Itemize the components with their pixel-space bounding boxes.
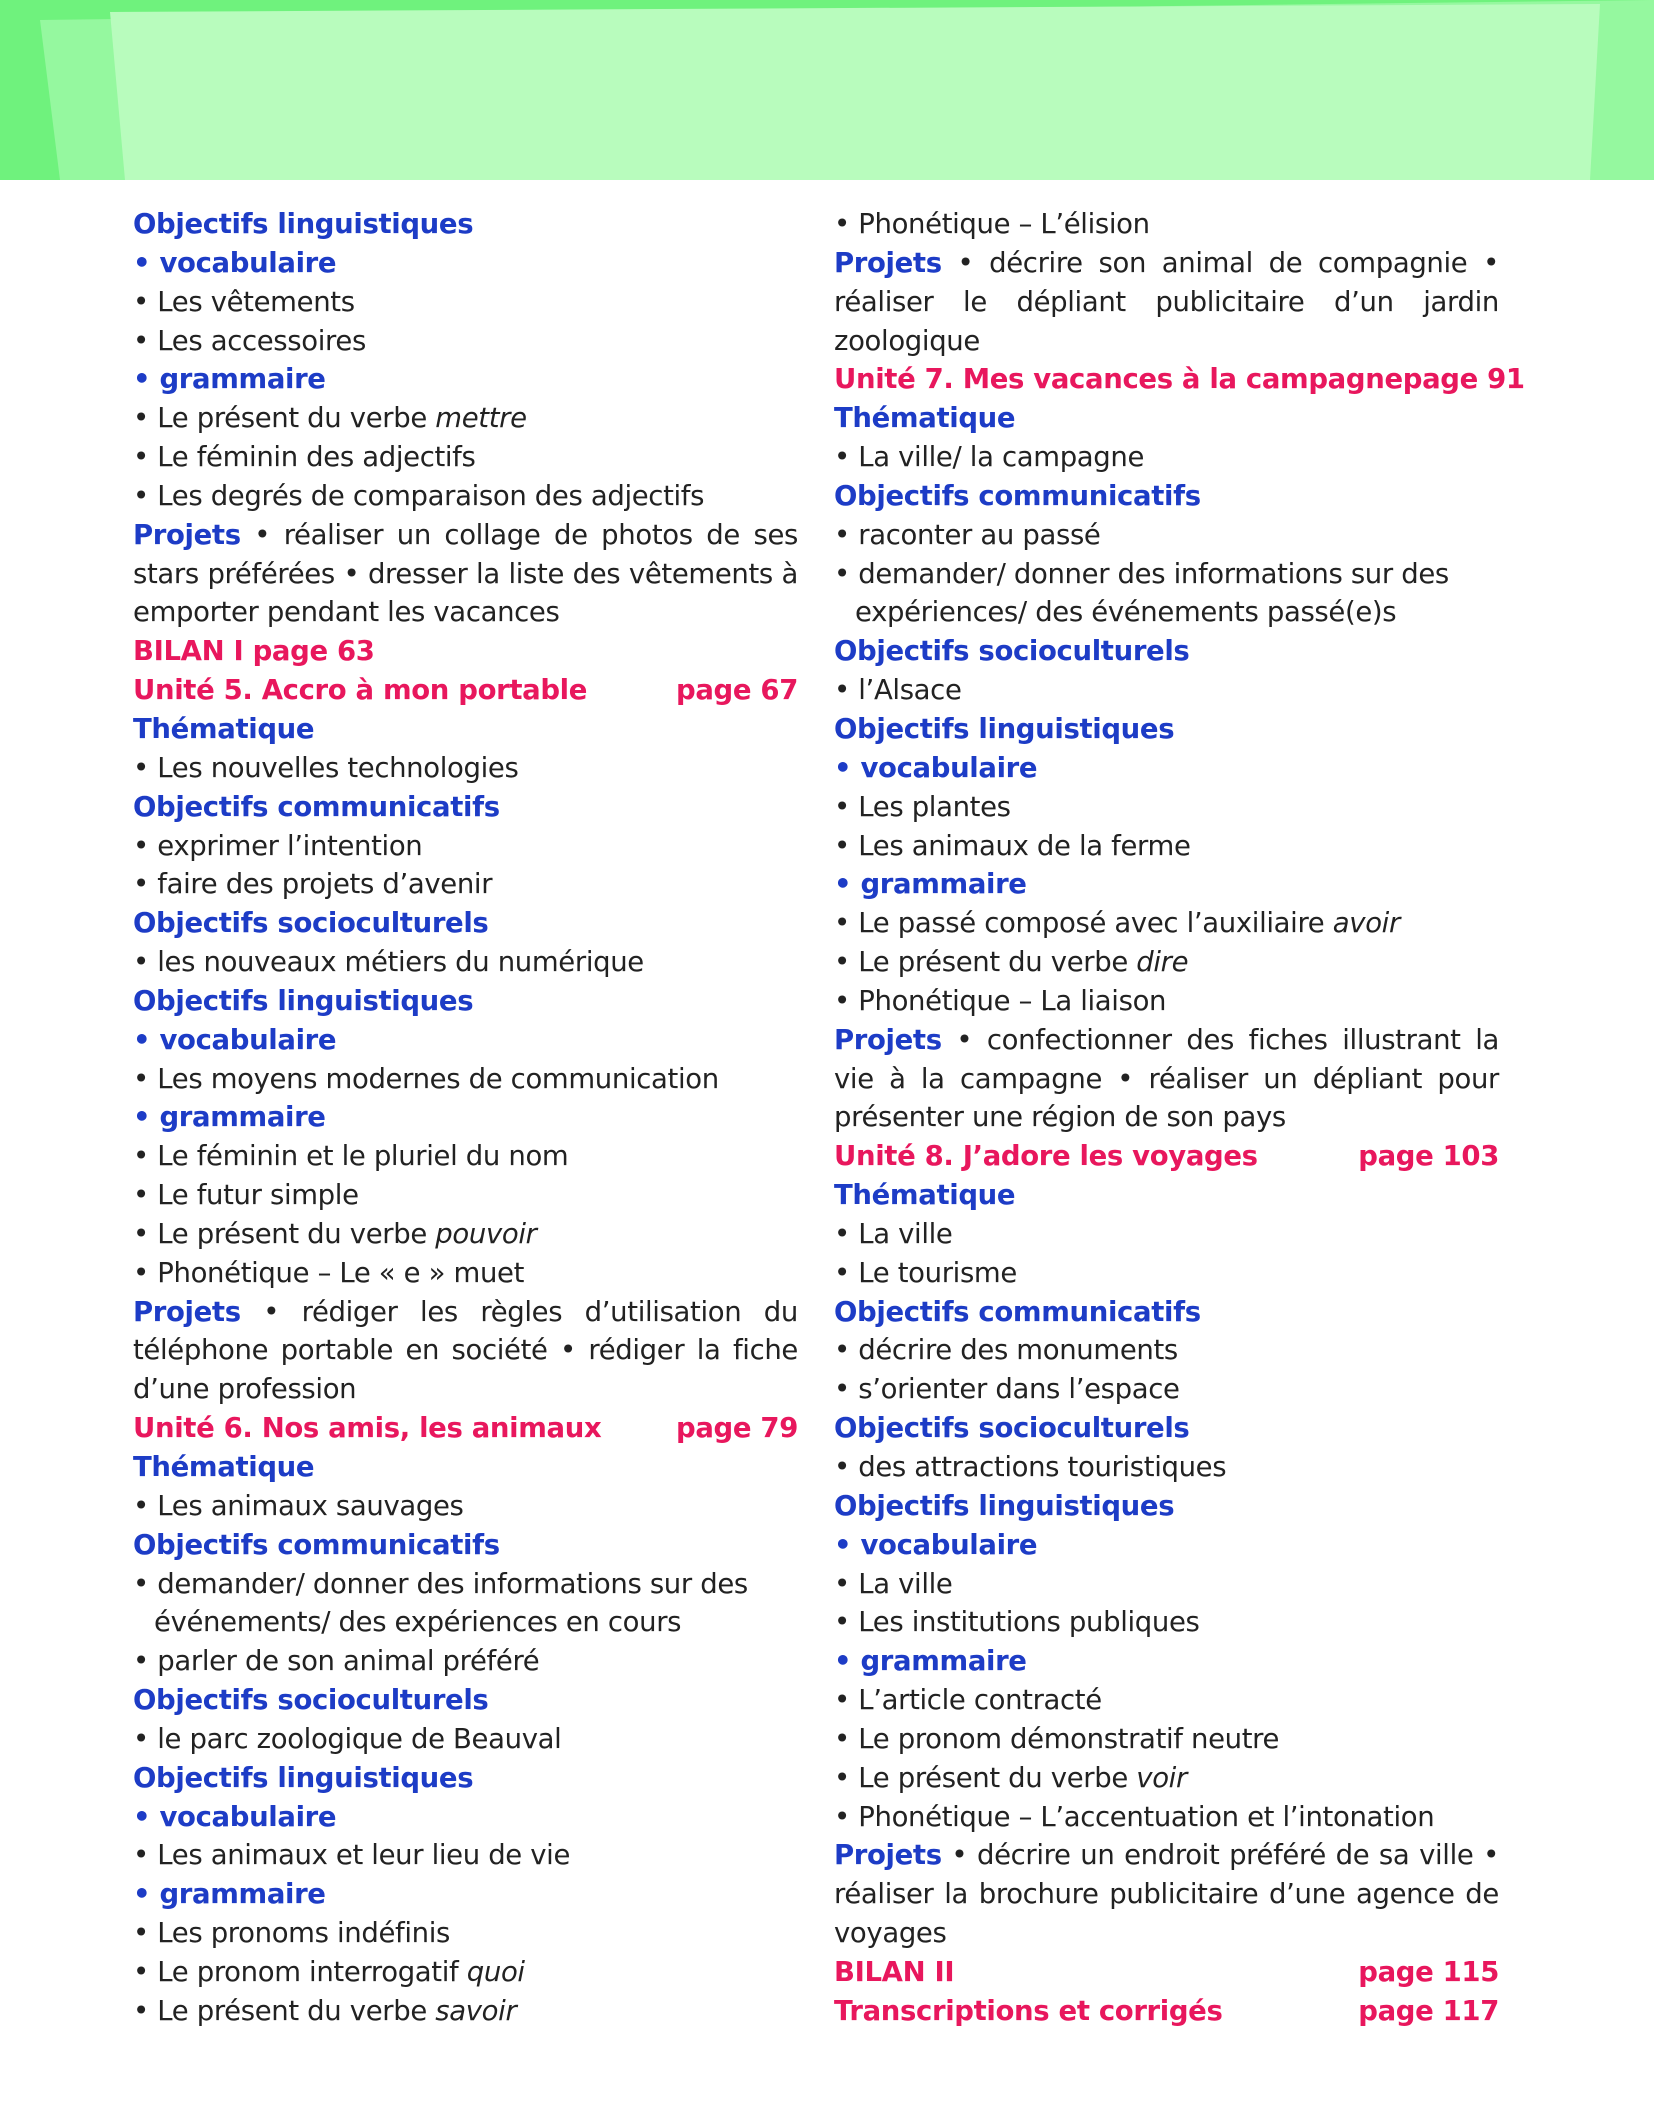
transcriptions-title: Transcriptions et corrigés xyxy=(834,1994,1223,2027)
unit-page: page 91 xyxy=(1402,363,1525,396)
toc-item: • Les pronoms indéfinis xyxy=(133,1917,450,1950)
toc-item-continued: événements/ des expériences en cours xyxy=(154,1606,682,1639)
toc-item: • les nouveaux métiers du numérique xyxy=(133,946,644,979)
section-heading: Objectifs socioculturels xyxy=(834,1412,1190,1445)
toc-item: • Les animaux et leur lieu de vie xyxy=(133,1839,571,1872)
projects-paragraph: Projets • réaliser un collage de photos de ses stars préférées • dresser la liste des vêtements à emporter pendant les vacances xyxy=(133,518,798,629)
toc-item: • demander/ donner des informations sur des xyxy=(834,557,1449,590)
toc-item: • Les accessoires xyxy=(133,324,366,357)
toc-item: • L’article contracté xyxy=(834,1684,1102,1717)
section-heading: Objectifs linguistiques xyxy=(133,984,474,1017)
bilan-heading: BILAN I page 63 xyxy=(133,635,375,668)
toc-item: • le parc zoologique de Beauval xyxy=(133,1722,562,1755)
subsection-heading: • vocabulaire xyxy=(133,246,337,279)
subsection-heading: • grammaire xyxy=(133,1878,326,1911)
toc-item: • faire des projets d’avenir xyxy=(133,868,493,901)
toc-item: • Phonétique – L’accentuation et l’intonation xyxy=(834,1800,1435,1833)
header-banner xyxy=(0,0,1654,180)
section-heading: Objectifs socioculturels xyxy=(834,635,1190,668)
toc-item: • Les moyens modernes de communication xyxy=(133,1062,719,1095)
section-heading: Thématique xyxy=(834,1179,1016,1212)
section-heading: Objectifs linguistiques xyxy=(834,712,1175,745)
toc-item: • s’orienter dans l’espace xyxy=(834,1373,1180,1406)
toc-item: • raconter au passé xyxy=(834,518,1101,551)
toc-item: • parler de son animal préféré xyxy=(133,1645,540,1678)
unit-page: page 67 xyxy=(676,674,798,707)
subsection-heading: • vocabulaire xyxy=(133,1800,337,1833)
toc-item: • demander/ donner des informations sur des xyxy=(133,1567,748,1600)
subsection-heading: • grammaire xyxy=(133,1101,326,1134)
projects-label: Projets xyxy=(133,518,241,551)
section-heading: Objectifs communicatifs xyxy=(834,479,1201,512)
toc-item: • Le tourisme xyxy=(834,1256,1017,1289)
section-heading: Objectifs linguistiques xyxy=(133,1761,474,1794)
subsection-heading: • grammaire xyxy=(834,868,1027,901)
subsection-heading: • vocabulaire xyxy=(834,751,1038,784)
unit-page: page 79 xyxy=(676,1412,798,1445)
toc-item: • Le pronom démonstratif neutre xyxy=(834,1722,1280,1755)
section-heading: Objectifs linguistiques xyxy=(133,208,474,240)
subsection-heading: • vocabulaire xyxy=(133,1023,337,1056)
bilan-title: BILAN II xyxy=(834,1955,955,1988)
projects-label: Projets xyxy=(834,246,942,279)
section-heading: Objectifs communicatifs xyxy=(133,1528,500,1561)
section-heading: Objectifs socioculturels xyxy=(133,907,489,940)
projects-label: Projets xyxy=(834,1839,942,1872)
bilan-page: page 115 xyxy=(1358,1955,1499,1988)
toc-item: • Les vêtements xyxy=(133,285,355,318)
toc-item-continued: expériences/ des événements passé(e)s xyxy=(855,596,1397,629)
toc-item: • Les animaux de la ferme xyxy=(834,829,1191,862)
projects-paragraph: Projets • décrire son animal de compagnie • réaliser le dépliant publicitaire d’un jardin zoologique xyxy=(834,246,1499,357)
toc-item: • La ville xyxy=(834,1567,953,1600)
unit-heading xyxy=(133,671,798,710)
section-heading: Objectifs socioculturels xyxy=(133,1684,489,1717)
toc-item: • Le présent du verbe pouvoir xyxy=(133,1217,537,1250)
unit-page: page 103 xyxy=(1358,1140,1499,1173)
unit-title: Unité 5. Accro à mon portable xyxy=(133,674,588,707)
toc-item: • l’Alsace xyxy=(834,674,962,707)
bilan-heading xyxy=(834,1953,1499,1992)
toc-left-column xyxy=(133,205,798,2031)
toc-item: • Le futur simple xyxy=(133,1179,359,1212)
section-heading: Objectifs communicatifs xyxy=(133,790,500,823)
section-heading: Thématique xyxy=(133,712,315,745)
toc-item: • Le passé composé avec l’auxiliaire avoir xyxy=(834,907,1400,940)
toc-item: • Le présent du verbe mettre xyxy=(133,402,527,435)
projects-label: Projets xyxy=(834,1023,942,1056)
toc-item: • décrire des monuments xyxy=(834,1334,1178,1367)
projects-paragraph: Projets • décrire un endroit préféré de sa ville • réaliser la brochure publicitaire d’une agence de voyages xyxy=(834,1839,1499,1950)
toc-item: • Les institutions publiques xyxy=(834,1606,1200,1639)
toc-item: • Le présent du verbe dire xyxy=(834,946,1189,979)
transcriptions-heading xyxy=(834,1992,1499,2031)
transcriptions-page: page 117 xyxy=(1358,1994,1499,2027)
unit-heading xyxy=(834,1137,1499,1176)
toc-item: • Les animaux sauvages xyxy=(133,1489,464,1522)
section-heading: Thématique xyxy=(133,1451,315,1483)
projects-paragraph: Projets • confectionner des fiches illustrant la vie à la campagne • réaliser un dépliant pour présenter une région de son pays xyxy=(834,1023,1499,1134)
section-heading: Objectifs communicatifs xyxy=(834,1295,1201,1328)
toc-item: • Phonétique – La liaison xyxy=(834,984,1167,1017)
toc-item: • Le présent du verbe savoir xyxy=(133,1994,517,2027)
projects-paragraph: Projets • rédiger les règles d’utilisation du téléphone portable en société • rédiger la fiche d’une profession xyxy=(133,1295,798,1406)
unit-heading xyxy=(133,1409,798,1448)
toc-item: • Phonétique – Le « e » muet xyxy=(133,1256,525,1289)
toc-item: • La ville xyxy=(834,1217,953,1250)
toc-item: • Le présent du verbe voir xyxy=(834,1761,1187,1794)
toc-right-column xyxy=(834,205,1525,2031)
section-heading: Objectifs linguistiques xyxy=(834,1489,1175,1522)
toc-item: • Les nouvelles technologies xyxy=(133,751,519,784)
toc-item: • exprimer l’intention xyxy=(133,829,423,862)
toc-item: • Le féminin des adjectifs xyxy=(133,441,476,474)
toc-item: • des attractions touristiques xyxy=(834,1451,1227,1483)
toc-item: • Phonétique – L’élision xyxy=(834,208,1150,240)
subsection-heading: • grammaire xyxy=(834,1645,1027,1678)
toc-item: • Le féminin et le pluriel du nom xyxy=(133,1140,569,1173)
unit-title: Unité 7. Mes vacances à la campagne xyxy=(834,363,1403,396)
unit-title: Unité 8. J’adore les voyages xyxy=(834,1140,1258,1173)
unit-title: Unité 6. Nos amis, les animaux xyxy=(133,1412,602,1445)
subsection-heading: • grammaire xyxy=(133,363,326,396)
section-heading: Thématique xyxy=(834,402,1016,435)
toc-item: • La ville/ la campagne xyxy=(834,441,1145,474)
unit-heading xyxy=(834,360,1525,399)
toc-item: • Les degrés de comparaison des adjectifs xyxy=(133,479,705,512)
toc-item: • Les plantes xyxy=(834,790,1011,823)
toc-item: • Le pronom interrogatif quoi xyxy=(133,1955,525,1988)
subsection-heading: • vocabulaire xyxy=(834,1528,1038,1561)
projects-label: Projets xyxy=(133,1295,241,1328)
